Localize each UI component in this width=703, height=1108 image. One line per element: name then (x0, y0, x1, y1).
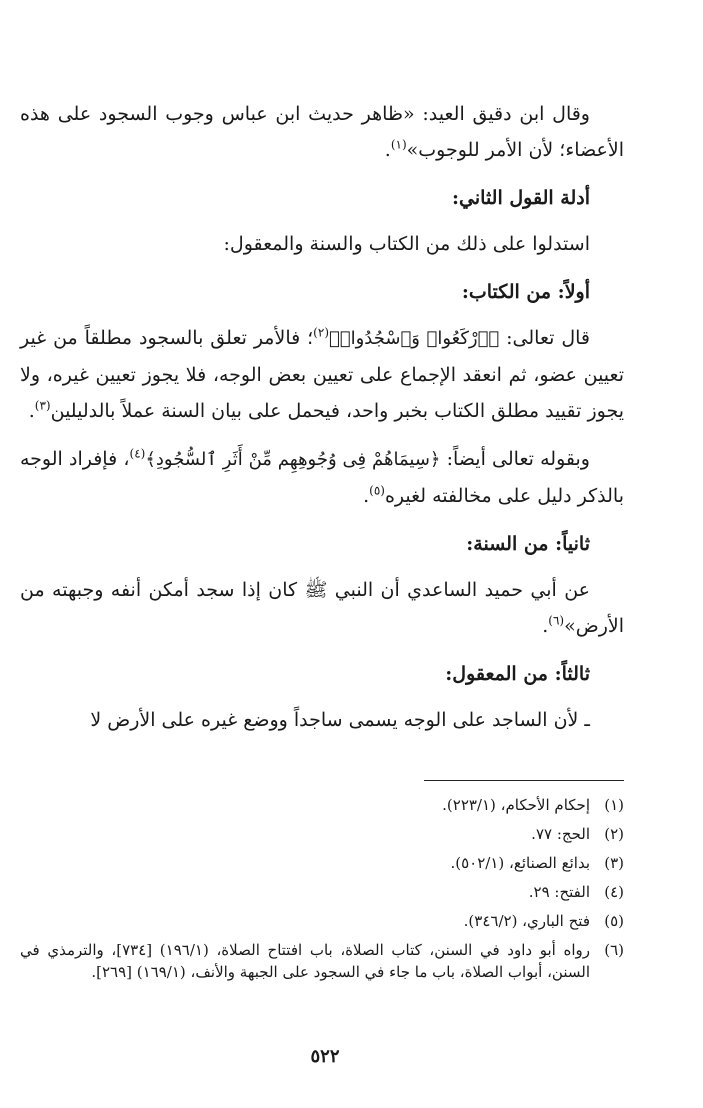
paragraph-text: عن أبي حميد الساعدي أن النبي ﷺ كان إذا سجد أمكن أنفه وجبهته من الأرض» (20, 579, 624, 637)
footnote-text: الحج: ٧٧. (531, 825, 590, 843)
paragraph-text: وبقوله تعالى أيضاً: (440, 448, 590, 470)
footnote-number: (٥) (604, 912, 624, 930)
paragraph-quran-verse-1 (20, 320, 624, 429)
paragraph-end: . (28, 400, 35, 422)
footnote-text: رواه أبو داود في السنن، كتاب الصلاة، باب افتتاح الصلاة، (١٩٦/١) [٧٣٤]، والترمذي في السنن، أبواب الصلاة، باب ما جاء في السجود على الجبهة والأنف، (١٦٩/١) [٢٦٩]. (20, 941, 590, 981)
footnote-text: فتح الباري، (٣٤٦/٢). (463, 912, 590, 930)
paragraph-end: . (363, 485, 370, 507)
footnote-text: إحكام الأحكام، (٢٢٣/١). (442, 796, 590, 814)
footnote-ref-3[interactable]: (٣) (34, 398, 51, 413)
footnote-item (20, 910, 624, 932)
footnote-item (20, 852, 624, 874)
footnote-ref-2[interactable]: (٢) (313, 325, 329, 340)
page-body (20, 96, 624, 750)
heading-from-book: أولاً: من الكتاب: (461, 281, 590, 303)
footnotes (20, 794, 624, 990)
quran-verse: ﴿ٱرْكَعُوا۟ وَٱسْجُدُوا۟﴾ (329, 328, 500, 349)
paragraph-end: . (542, 615, 549, 637)
paragraph-ibn-daqiq (20, 96, 624, 168)
paragraph-text: قال تعالى: (499, 327, 591, 349)
footnote-number: (٢) (604, 825, 624, 843)
footnote-number: (٣) (604, 854, 624, 872)
paragraph-hadith (20, 572, 624, 644)
footnote-item (20, 823, 624, 845)
footnote-text: الفتح: ٢٩. (528, 883, 590, 901)
page-number: ٥٢٢ (310, 1046, 340, 1067)
paragraph-text: ، فإفراد الوجه بالذكر دليل على مخالفته لغيره (20, 448, 624, 507)
paragraph-text: ؛ فالأمر تعلق بالسجود مطلقاً من غير تعيين عضو، ثم انعقد الإجماع على تعيين بعض الوجه، فلا يجوز تعيين غيره، ولا يجوز تقييد مطلق الكتاب بخبر واحد، فيحمل على بيان السنة عملاً بالدليلين (20, 327, 624, 422)
footnote-number: (٤) (604, 883, 624, 901)
footnote-ref-1[interactable]: (١) (390, 137, 407, 152)
paragraph-evidence-intro: استدلوا على ذلك من الكتاب والسنة والمعقول: (223, 233, 590, 255)
footnote-text: بدائع الصنائع، (٥٠٢/١). (450, 854, 590, 872)
heading-from-sunnah: ثانياً: من السنة: (466, 533, 590, 555)
paragraph-text: وقال ابن دقيق العيد: «ظاهر حديث ابن عباس وجوب السجود على هذه الأعضاء؛ لأن الأمر للوجوب» (20, 103, 624, 161)
paragraph-end: . (384, 139, 391, 161)
paragraph-quran-verse-2 (20, 441, 624, 514)
footnote-ref-6[interactable]: (٦) (548, 613, 565, 628)
footnote-ref-4[interactable]: (٤) (129, 446, 146, 461)
heading-from-reason: ثالثاً: من المعقول: (445, 663, 590, 685)
footnote-number: (٦) (604, 941, 624, 959)
footnote-item (20, 881, 624, 903)
footnote-item (20, 939, 624, 983)
paragraph-reasoning: ـ لأن الساجد على الوجه يسمى ساجداً ووضع غيره على الأرض لا (90, 709, 590, 731)
footnote-separator (424, 780, 624, 781)
footnote-number: (١) (604, 796, 624, 814)
quran-verse: ﴿سِيمَاهُمْ فِى وُجُوهِهِم مِّنْ أَثَرِ ٱلسُّجُودِ﴾ (145, 449, 441, 470)
heading-second-opinion-evidence: أدلة القول الثاني: (452, 187, 590, 209)
footnote-ref-5[interactable]: (٥) (369, 483, 385, 498)
footnote-item (20, 794, 624, 816)
